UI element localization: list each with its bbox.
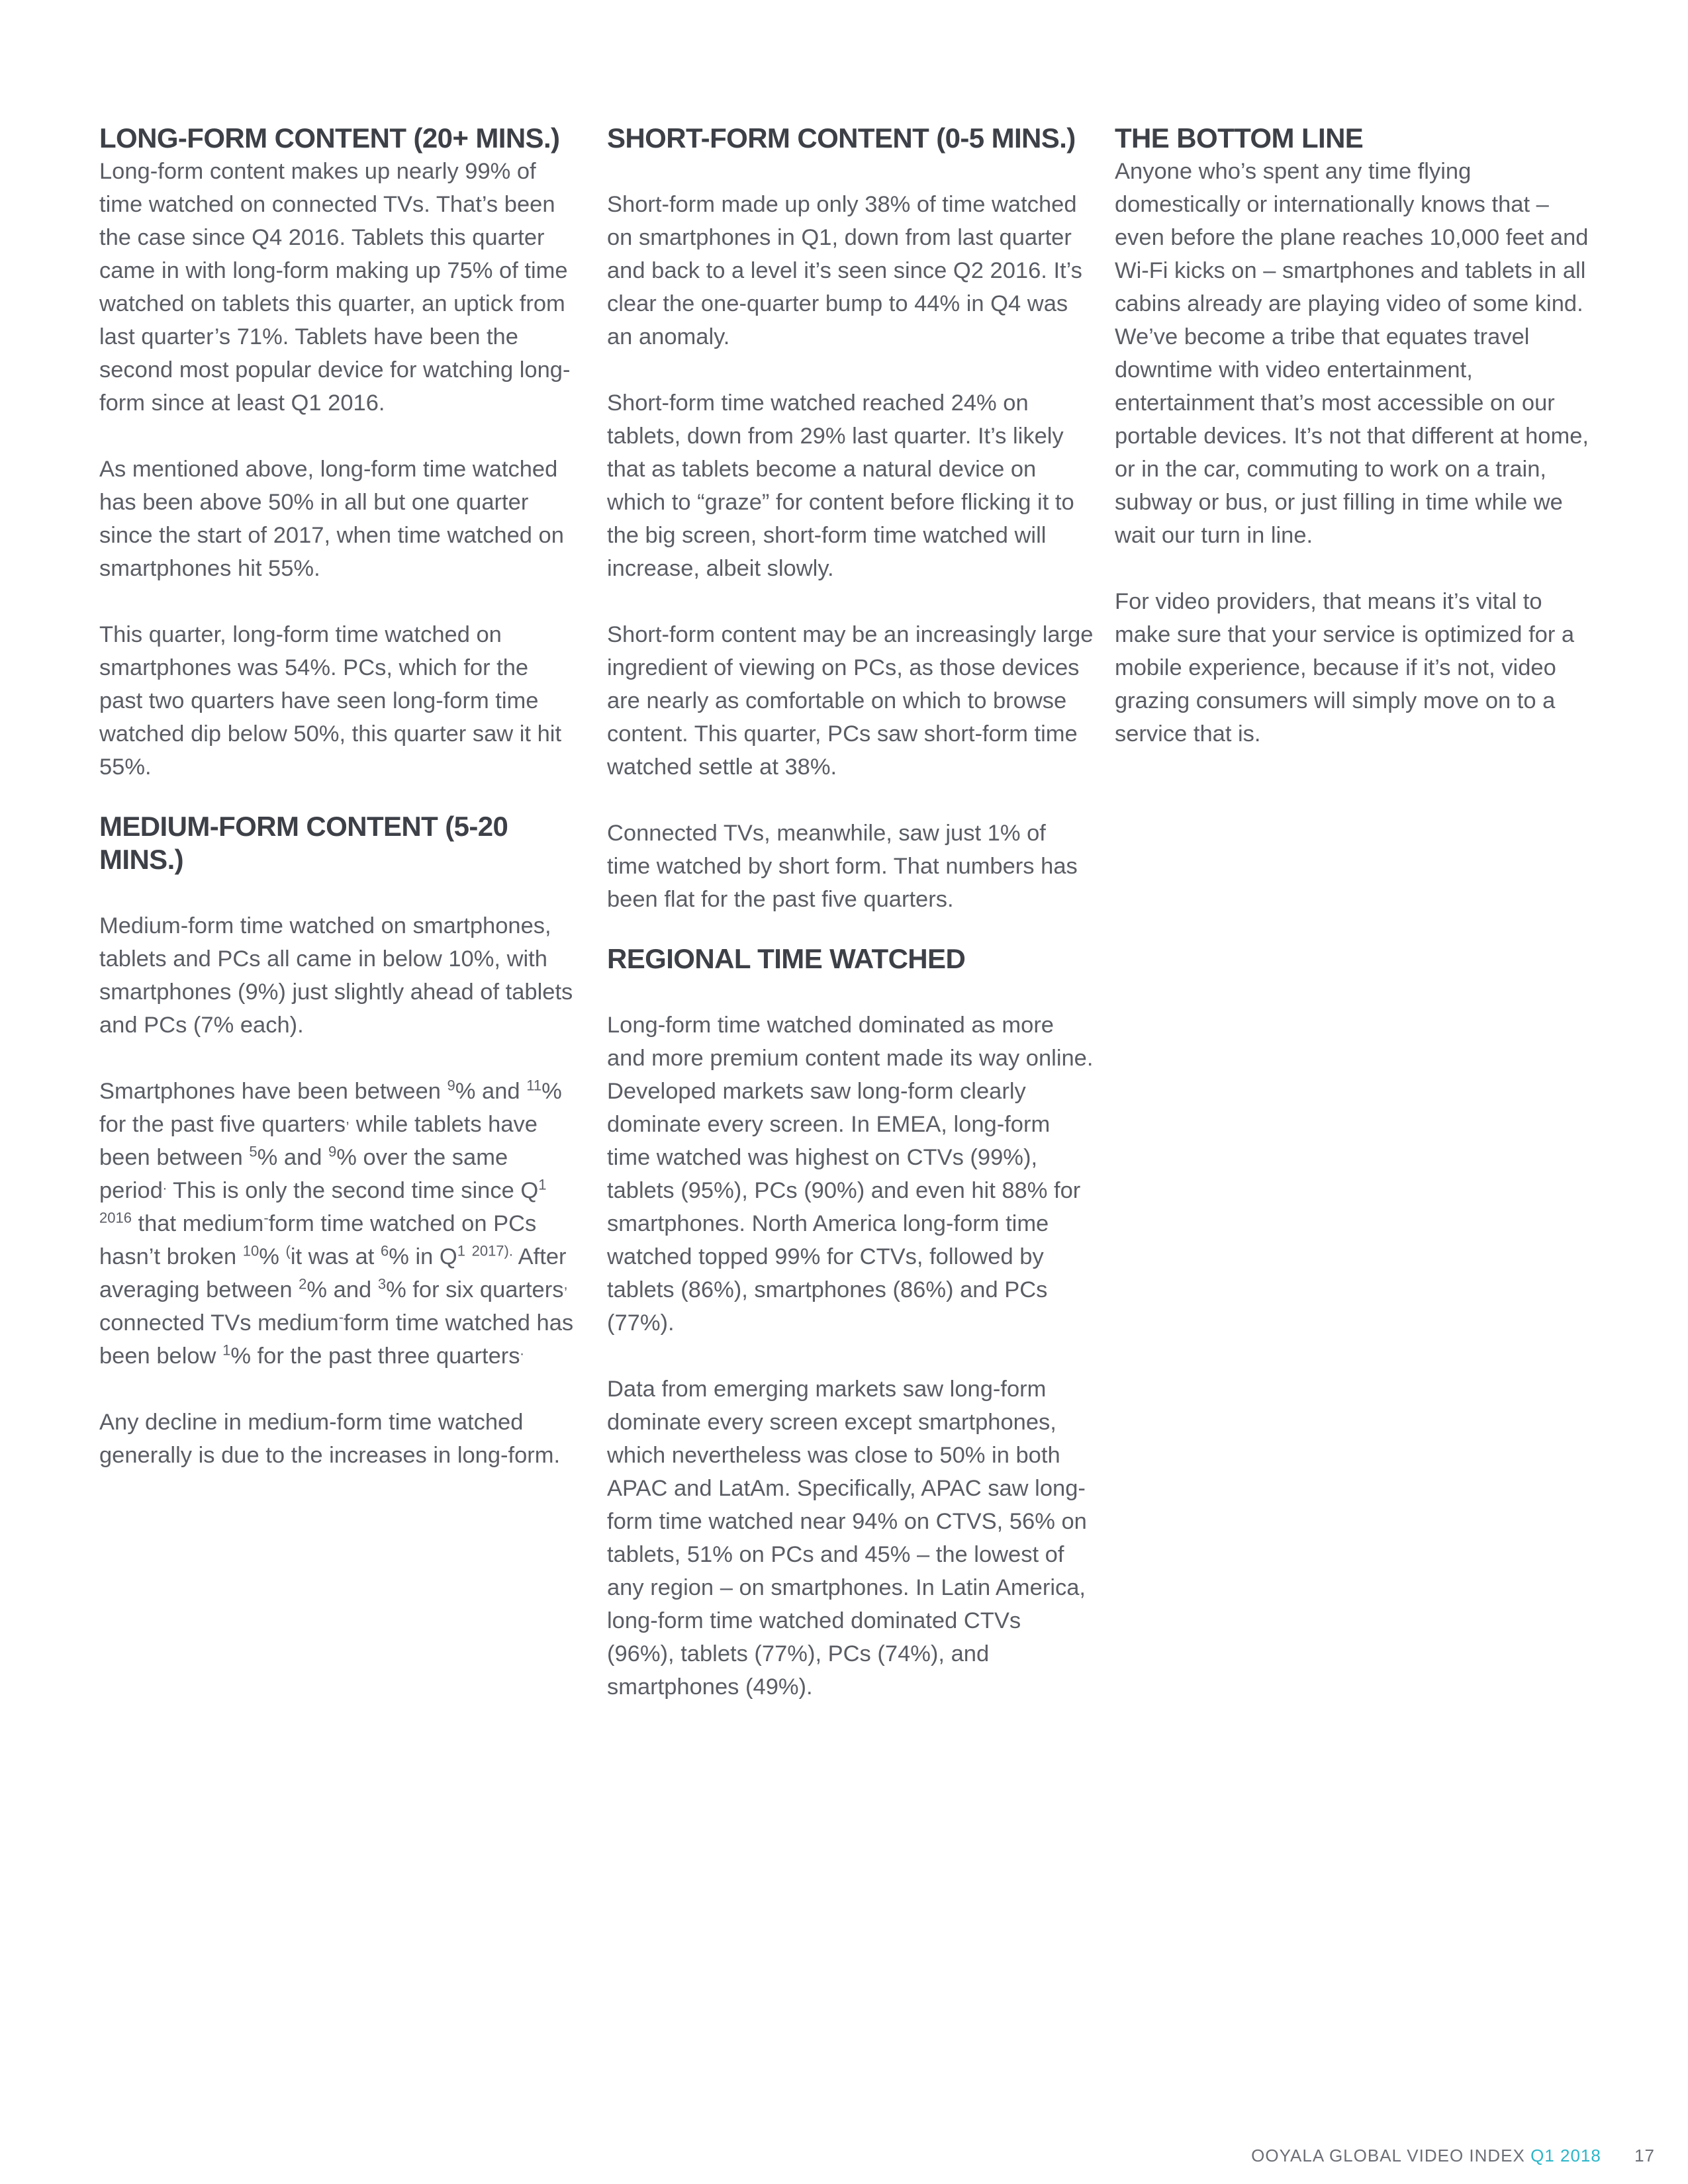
long-form-heading: LONG-FORM CONTENT (20+ MINS.) [99,122,560,154]
footer-title: OOYALA GLOBAL VIDEO INDEX [1251,2146,1525,2165]
footer-quarter: Q1 2018 [1530,2146,1601,2165]
column-1 [99,122,576,1505]
regional-heading: REGIONAL TIME WATCHED [607,943,966,974]
column-3 [1115,122,1601,784]
long-form-paragraph-1: Long-form content makes up nearly 99% of time watched on connected TVs. That’s been the case since Q4 2016. Tablets this quarter came in with long-form making up 75% of time watched on tablets this quarter, an uptick from last quarter’s 71%. Tablets have been the second most popular device for watching long-form since at least Q1 2016. [99,159,571,416]
short-form-paragraph-1: Short-form made up only 38% of time watched on smartphones in Q1, down from last quarter and back to a level it’s seen since Q2 2016. It’s clear the one-quarter bump to 44% in Q4 was an anomaly. [607,192,1082,349]
long-form-paragraph-2: As mentioned above, long-form time watched has been above 50% in all but one quarter since the start of 2017, when time watched on smartphones hit 55%. [99,457,564,581]
bottom-line-paragraph-1: Anyone who’s spent any time flying domestically or internationally knows that – even before the plane reaches 10,000 feet and Wi-Fi kicks on – smartphones and tablets in all cabins already are playing video of some kind. We’ve become a tribe that equates travel downtime with video entertainment, entertainment that’s most accessible on our portable devices. It’s not that different at home, or in the car, commuting to work on a train, subway or bus, or just filling in time while we wait our turn in line. [1115,159,1589,548]
short-form-heading: SHORT-FORM CONTENT (0-5 MINS.) [607,122,1076,154]
medium-form-paragraph-2: Smartphones have been between $^9$% and $^{11}$% for the past five quarters, while tablets have been between $^5$% and $^9$% over the same period. This is only the second time since $Q^{1 2016}$ that medium-form time watched on PCs hasn’t broken $^{10}$% (it was at $^6$% in $Q^1$ $^{2017).}$ After averaging between $^2$% and $^3$% for six quarters, connected TVs medium-form time watched has been below $^1$% for the past three quarters. [99,1077,574,1369]
regional-paragraph-1: Long-form time watched dominated as more and more premium content made its way online. Developed markets saw long-form clearly dominate every screen. In EMEA, long-form time watched was highest on CTVs (99%), tablets (95%), PCs (90%) and even hit 88% for smartphones. North America long-form time watched topped 99% for CTVs, followed by tablets (86%), smartphones (86%) and PCs (77%). [607,1013,1094,1336]
regional-paragraph-2: Data from emerging markets saw long-form dominate every screen except smartphones, which nevertheless was close to 50% in both APAC and LatAm. Specifically, APAC saw long-form time watched near 94% on CTVS, 56% on tablets, 51% on PCs and 45% – the lowest of any region – on smartphones. In Latin America, long-form time watched dominated CTVs (96%), tablets (77%), PCs (74%), and smartphones (49%). [607,1377,1087,1700]
page-number: 17 [1634,2146,1655,2165]
medium-form-heading: MEDIUM-FORM CONTENT (5-20 MINS.) [99,811,508,875]
long-form-paragraph-3: This quarter, long-form time watched on smartphones was 54%. PCs, which for the past two quarters have seen long-form time watched dip below 50%, this quarter saw it hit 55%. [99,622,562,780]
short-form-paragraph-3: Short-form content may be an increasingly large ingredient of viewing on PCs, as those devices are nearly as comfortable on which to browse content. This quarter, PCs saw short-form time watched settle at 38%. [607,622,1094,780]
bottom-line-heading: THE BOTTOM LINE [1115,122,1364,154]
medium-form-paragraph-1: Medium-form time watched on smartphones, tablets and PCs all came in below 10%, with smartphones (9%) just slightly ahead of tablets and PCs (7% each). [99,913,573,1038]
short-form-paragraph-2: Short-form time watched reached 24% on tablets, down from 29% last quarter. It’s likely that as tablets become a natural device on which to “graze” for content before flicking it to the big screen, short-form time watched will increase, albeit slowly. [607,390,1074,581]
page-footer [1251,2146,1655,2166]
column-2 [607,122,1094,1737]
bottom-line-paragraph-2: For video providers, that means it’s vital to make sure that your service is optimized for a mobile experience, because if it’s not, video grazing consumers will simply move on to a service that is. [1115,589,1575,747]
medium-form-paragraph-3: Any decline in medium-form time watched generally is due to the increases in long-form. [99,1410,561,1468]
short-form-paragraph-4: Connected TVs, meanwhile, saw just 1% of time watched by short form. That numbers has been flat for the past five quarters. [607,821,1078,912]
